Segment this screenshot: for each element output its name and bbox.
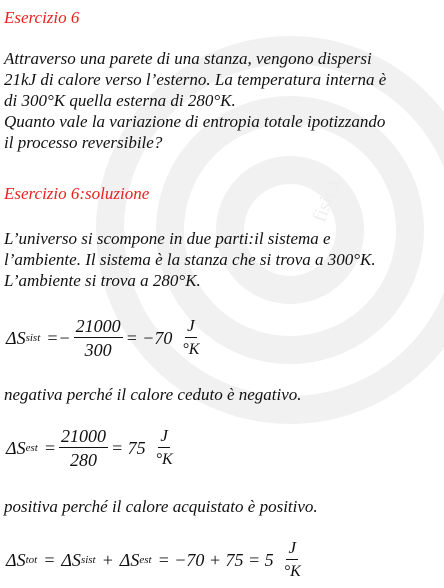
- intro-line: l’ambiente. Il sistema è la stanza che si trova a 300°K.: [4, 250, 376, 269]
- eq2-equals: =: [43, 437, 56, 458]
- eq2-unit-num: J: [158, 426, 170, 448]
- eq1-subscript: sist: [25, 332, 41, 344]
- eq2-result: = 75: [110, 437, 146, 458]
- eq2-delta: ΔS: [6, 437, 26, 458]
- intro-line: L’universo si scompone in due parti:il sistema e: [4, 229, 331, 248]
- eq3-equals: =: [43, 549, 56, 570]
- eq1-equals: =: [46, 327, 59, 348]
- problem-line: Quanto vale la variazione di entropia totale ipotizzando: [4, 112, 386, 131]
- eq3-plus: +: [101, 549, 114, 570]
- eq1-unit-den: °K: [182, 341, 200, 358]
- eq3-delta: ΔS: [6, 549, 26, 570]
- watermark-text: fisica: [308, 176, 344, 226]
- eq1-unit: [180, 316, 201, 360]
- eq3-unit-num: J: [286, 538, 298, 560]
- note-negative: negativa perché il calore ceduto è negativo.: [4, 385, 302, 404]
- eq1-sign: −: [58, 327, 71, 348]
- intro-line: L’ambiente si trova a 280°K.: [4, 271, 201, 290]
- equation-delta-s-est: [6, 426, 178, 470]
- eq3-subscript: tot: [25, 554, 38, 566]
- eq2-fraction: [59, 426, 108, 470]
- solution-title: Esercizio 6:soluzione: [4, 184, 150, 203]
- eq1-delta: ΔS: [6, 327, 26, 348]
- eq1-fraction: [74, 316, 123, 360]
- eq2-subscript: est: [25, 442, 38, 454]
- eq3-term1-sub: sist: [80, 554, 96, 566]
- eq2-numerator: 21000: [60, 426, 106, 446]
- eq2-unit-den: °K: [155, 451, 173, 468]
- eq3-unit-den: °K: [283, 563, 301, 580]
- problem-text: [4, 48, 440, 153]
- eq1-unit-num: J: [185, 316, 197, 338]
- problem-line: Attraverso una parete di una stanza, vengono dispersi: [4, 49, 372, 68]
- eq3-term2-sub: est: [139, 554, 152, 566]
- equation-delta-s-sist: [6, 316, 204, 360]
- eq3-unit: [282, 538, 303, 582]
- eq2-unit: [154, 426, 175, 470]
- problem-line: 21kJ di calore verso l’esterno. La temperatura interna è: [4, 70, 387, 89]
- eq3-term2: ΔS: [119, 549, 140, 570]
- problem-line: di 300°K quella esterna di 280°K.: [4, 91, 236, 110]
- problem-line: il processo reversibile?: [4, 133, 163, 152]
- equation-delta-s-tot: [6, 538, 306, 582]
- exercise-title: Esercizio 6: [4, 8, 80, 27]
- intro-text: [4, 228, 440, 291]
- eq3-expression: = −70 + 75 = 5: [157, 549, 274, 570]
- eq1-denominator: 300: [84, 340, 112, 360]
- eq2-denominator: 280: [69, 450, 97, 470]
- note-positive: positiva perché il calore acquistato è positivo.: [4, 497, 318, 516]
- eq3-term1: ΔS: [61, 549, 81, 570]
- eq1-result: = −70: [125, 327, 173, 348]
- eq1-numerator: 21000: [75, 316, 121, 336]
